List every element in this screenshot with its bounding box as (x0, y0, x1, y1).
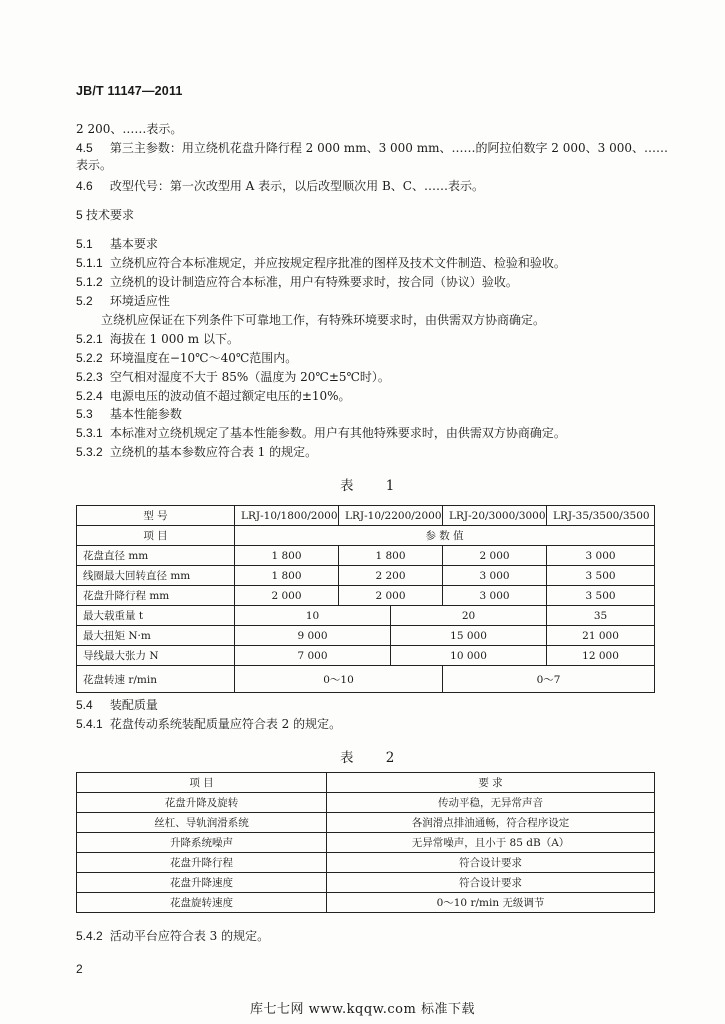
table-cell: 3 000 (443, 566, 547, 586)
clause-number: 5.2 (76, 294, 93, 308)
table-cell: 9 000 (235, 626, 391, 646)
table-cell: 最大扭矩 N·m (77, 626, 235, 646)
table-row (77, 666, 655, 693)
table-cell: 升降系统噪声 (77, 833, 327, 853)
table-cell: LRJ-10/2200/2000 (339, 506, 443, 526)
table-cell: 花盘直径 mm (77, 546, 235, 566)
table-cell: 导线最大张力 N (77, 646, 235, 666)
table-cell: 1 800 (235, 546, 339, 566)
table-cell: 15 000 (391, 626, 547, 646)
table-cell: 最大载重量 t (77, 606, 235, 626)
table-cell: 项 目 (77, 526, 235, 546)
table-cell: 花盘升降及旋转 (77, 793, 327, 813)
table-row (77, 546, 655, 566)
footer-watermark: 库七七网 www.kqqw.com 标准下载 (250, 1002, 475, 1017)
table-row (77, 833, 655, 853)
clause-5-3-1: 5.3.1 本标准对立绕机规定了基本性能参数。用户有其他特殊要求时，由供需双方协商确定。 (76, 426, 566, 440)
clause-number: 5.3.2 (76, 445, 103, 459)
table-cell: 花盘转速 r/min (77, 666, 235, 693)
clause-4-6: 4.6 改型代号：第一次改型用 A 表示，以后改型顺次用 B、C、……表示。 (76, 179, 484, 193)
table-row (77, 606, 655, 626)
table-1-caption: 表 1 (340, 478, 409, 494)
table-cell: 符合设计要求 (327, 873, 655, 893)
clause-number: 5.2.2 (76, 351, 103, 365)
page-number: 2 (76, 962, 83, 976)
text-line: 立绕机应保证在下列条件下可靠地工作，有特殊环境要求时，由供需双方协商确定。 (101, 313, 546, 327)
table-cell: 1 800 (235, 566, 339, 586)
table-cell: 0～10 r/min 无级调节 (327, 893, 655, 913)
table-cell: 2 000 (339, 586, 443, 606)
table-cell: 花盘升降行程 mm (77, 586, 235, 606)
clause-number: 5.2.4 (76, 389, 103, 403)
clause-5-4: 5.4 装配质量 (76, 698, 158, 712)
table-cell: 符合设计要求 (327, 853, 655, 873)
clause-number: 5.1.2 (76, 275, 103, 289)
clause-5-1-1: 5.1.1 立绕机应符合本标准规定，并应按规定程序批准的图样及技术文件制造、检验和验收。 (76, 256, 566, 270)
clause-number: 5.2.3 (76, 370, 103, 384)
clause-5-4-1: 5.4.1 花盘传动系统装配质量应符合表 2 的规定。 (76, 717, 342, 731)
table-row (77, 813, 655, 833)
table-cell: 型 号 (77, 506, 235, 526)
table-cell: 1 800 (339, 546, 443, 566)
table-row (77, 873, 655, 893)
table-cell: 花盘旋转速度 (77, 893, 327, 913)
table-cell: 2 200 (339, 566, 443, 586)
table-cell: LRJ-35/3500/3500 (547, 506, 655, 526)
text-line: 2 200、……表示。 (76, 122, 183, 136)
clause-number: 5.3.1 (76, 426, 103, 440)
table-2 (76, 772, 655, 913)
table-cell: 2 000 (443, 546, 547, 566)
table-row (77, 526, 655, 546)
table-cell: 无异常噪声，且小于 85 dB（A） (327, 833, 655, 853)
clause-number: 5.4.2 (76, 929, 103, 943)
table-cell: 2 000 (235, 586, 339, 606)
clause-5-2-4: 5.2.4 电源电压的波动值不超过额定电压的±10%。 (76, 389, 351, 403)
clause-number: 5.3 (76, 407, 93, 421)
clause-5-1: 5.1 基本要求 (76, 237, 158, 251)
clause-5-3: 5.3 基本性能参数 (76, 407, 182, 421)
clause-number: 5.2.1 (76, 332, 103, 346)
table-row (77, 586, 655, 606)
table-2-caption: 表 2 (340, 750, 409, 766)
table-cell: 要 求 (327, 773, 655, 793)
table-cell: 3 000 (547, 546, 655, 566)
table-cell: 0～7 (443, 666, 655, 693)
table-row (77, 506, 655, 526)
clause-number: 4.6 (76, 179, 93, 193)
table-row (77, 646, 655, 666)
table-cell: 35 (547, 606, 655, 626)
table-row (77, 773, 655, 793)
table-row (77, 626, 655, 646)
table-cell: 花盘升降速度 (77, 873, 327, 893)
table-cell: 花盘升降行程 (77, 853, 327, 873)
doc-code-header: JB/T 11147—2011 (76, 84, 183, 98)
table-cell: 10 (235, 606, 391, 626)
clause-number: 5.1.1 (76, 256, 103, 270)
table-cell: 丝杠、导轨润滑系统 (77, 813, 327, 833)
clause-5-3-2: 5.3.2 立绕机的基本参数应符合表 1 的规定。 (76, 445, 318, 459)
table-cell: 3 500 (547, 586, 655, 606)
clause-5-2-1: 5.2.1 海拔在 1 000 m 以下。 (76, 332, 240, 346)
table-cell: LRJ-10/1800/2000 (235, 506, 339, 526)
clause-5-2: 5.2 环境适应性 (76, 294, 170, 308)
clause-number: 5.1 (76, 237, 93, 251)
table-cell: 7 000 (235, 646, 391, 666)
text-line: 表示。 (76, 158, 113, 172)
clause-number: 5.4.1 (76, 717, 103, 731)
table-cell: LRJ-20/3000/3000 (443, 506, 547, 526)
table-cell: 3 500 (547, 566, 655, 586)
clause-5-1-2: 5.1.2 立绕机的设计制造应符合本标准，用户有特殊要求时，按合同（协议）验收。 (76, 275, 518, 289)
clause-5-2-2: 5.2.2 环境温度在−10℃～40℃范围内。 (76, 351, 298, 365)
clause-5-2-3: 5.2.3 空气相对湿度不大于 85%（温度为 20℃±5℃时）。 (76, 370, 390, 384)
section-heading-5: 5 技术要求 (76, 208, 135, 222)
table-1 (76, 505, 655, 693)
clause-number: 5.4 (76, 698, 93, 712)
table-cell: 20 (391, 606, 547, 626)
table-cell: 10 000 (391, 646, 547, 666)
table-row (77, 793, 655, 813)
table-cell: 0～10 (235, 666, 443, 693)
table-cell: 各润滑点排油通畅，符合程序设定 (327, 813, 655, 833)
table-cell: 12 000 (547, 646, 655, 666)
clause-4-5: 4.5 第三主参数：用立绕机花盘升降行程 2 000 mm、3 000 mm、……的阿拉伯数字 2 000、3 000、…… (76, 141, 669, 155)
table-row (77, 566, 655, 586)
table-cell: 参 数 值 (235, 526, 655, 546)
table-cell: 3 000 (443, 586, 547, 606)
table-cell: 项 目 (77, 773, 327, 793)
table-cell: 传动平稳，无异常声音 (327, 793, 655, 813)
clause-number: 4.5 (76, 141, 93, 155)
clause-5-4-2: 5.4.2 活动平台应符合表 3 的规定。 (76, 929, 270, 943)
table-row (77, 893, 655, 913)
table-row (77, 853, 655, 873)
table-cell: 21 000 (547, 626, 655, 646)
table-cell: 线圈最大回转直径 mm (77, 566, 235, 586)
